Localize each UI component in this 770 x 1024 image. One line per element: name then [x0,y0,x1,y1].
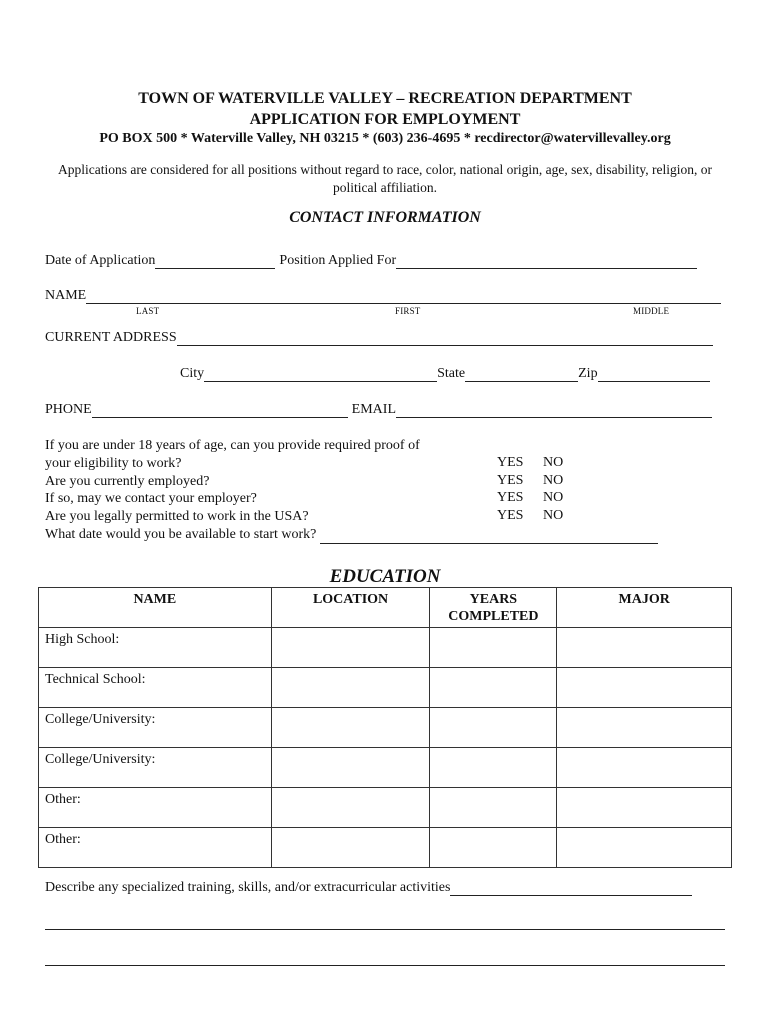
name-row [45,288,721,304]
major-cell[interactable] [557,788,732,828]
col-header-name: NAME [39,588,272,628]
form-title: TOWN OF WATERVILLE VALLEY – RECREATION DEPARTMENT [138,90,632,107]
email-label: EMAIL [351,402,396,417]
date-position-row [45,253,697,269]
major-cell[interactable] [557,748,732,788]
table-row [39,668,732,708]
table-row [39,828,732,868]
skills-label: Describe any specialized training, skills, and/or extracurricular activities [45,880,451,895]
disclaimer: Applications are considered for all positions without regard to race, color, national origin, age, sex, disability, religion, or political affiliation. [58,162,712,195]
location-cell[interactable] [271,708,430,748]
phone-email-row [45,402,712,418]
start-date-field[interactable] [320,529,658,544]
row-label: College/University: [39,708,272,748]
state-label: State [437,366,466,381]
major-cell[interactable] [557,828,732,868]
skills-field[interactable] [450,881,692,896]
name-sub-last: LAST [136,306,160,316]
location-cell[interactable] [271,628,430,668]
yes-option-3[interactable]: YES [497,490,524,505]
row-label: College/University: [39,748,272,788]
position-label: Position Applied For [279,253,397,268]
address-field[interactable] [177,331,713,346]
question-contact-employer: If so, may we contact your employer? [45,491,257,507]
no-option-2[interactable]: NO [543,473,564,488]
row-label: Other: [39,828,272,868]
address-row [45,330,713,346]
question-under-18-line1: If you are under 18 years of age, can you provide required proof of [45,438,420,453]
section-heading-contact: CONTACT INFORMATION [289,209,481,226]
row-label: Technical School: [39,668,272,708]
phone-field[interactable] [92,403,348,418]
years-cell[interactable] [430,788,557,828]
date-field[interactable] [155,254,275,269]
years-cell[interactable] [430,828,557,868]
years-cell[interactable] [430,628,557,668]
location-cell[interactable] [271,668,430,708]
skills-line-2[interactable] [45,929,725,930]
row-label: High School: [39,628,272,668]
contact-line: PO BOX 500 * Waterville Valley, NH 03215 * (603) 236-4695 * recdirector@watervillevalley.org [99,131,671,146]
question-start-date [45,526,658,544]
date-label: Date of Application [45,253,156,268]
table-row [39,788,732,828]
years-cell[interactable] [430,748,557,788]
city-state-zip-row [180,366,710,382]
education-table [38,587,732,868]
section-heading-education: EDUCATION [329,566,441,587]
question-legally-permitted: Are you legally permitted to work in the USA? [45,509,309,525]
table-row [39,748,732,788]
table-row [39,628,732,668]
yes-option-1[interactable]: YES [497,455,524,470]
row-label: Other: [39,788,272,828]
zip-field[interactable] [598,367,710,382]
question-currently-employed: Are you currently employed? [45,473,210,489]
location-cell[interactable] [271,828,430,868]
yes-option-2[interactable]: YES [497,473,524,488]
col-header-years-line1: YEARS [469,592,518,607]
years-cell[interactable] [430,708,557,748]
phone-label: PHONE [45,402,92,417]
col-header-years-line2: COMPLETED [448,609,539,624]
no-option-3[interactable]: NO [543,490,564,505]
question-under-18-line2: your eligibility to work? [45,455,182,471]
no-option-1[interactable]: NO [543,455,564,470]
city-label: City [180,366,205,381]
name-field[interactable] [86,289,721,304]
skills-line-3[interactable] [45,965,725,966]
position-field[interactable] [396,254,697,269]
major-cell[interactable] [557,668,732,708]
col-header-major: MAJOR [557,588,732,628]
major-cell[interactable] [557,628,732,668]
skills-row [45,880,692,896]
yes-option-4[interactable]: YES [497,508,524,523]
table-row [39,708,732,748]
name-label: NAME [45,288,87,303]
education-header-row [39,588,732,628]
name-sub-first: FIRST [395,306,421,316]
col-header-location: LOCATION [271,588,430,628]
state-field[interactable] [465,367,578,382]
zip-label: Zip [578,366,598,381]
name-sub-middle: MIDDLE [633,306,670,316]
col-header-years [430,588,557,628]
no-option-4[interactable]: NO [543,508,564,523]
years-cell[interactable] [430,668,557,708]
email-field[interactable] [396,403,712,418]
city-field[interactable] [204,367,437,382]
question-start-date-label: What date would you be available to start work? [45,526,317,542]
location-cell[interactable] [271,788,430,828]
question-list [45,437,658,544]
location-cell[interactable] [271,748,430,788]
major-cell[interactable] [557,708,732,748]
address-label: CURRENT ADDRESS [45,330,177,345]
form-subtitle: APPLICATION FOR EMPLOYMENT [249,111,521,128]
